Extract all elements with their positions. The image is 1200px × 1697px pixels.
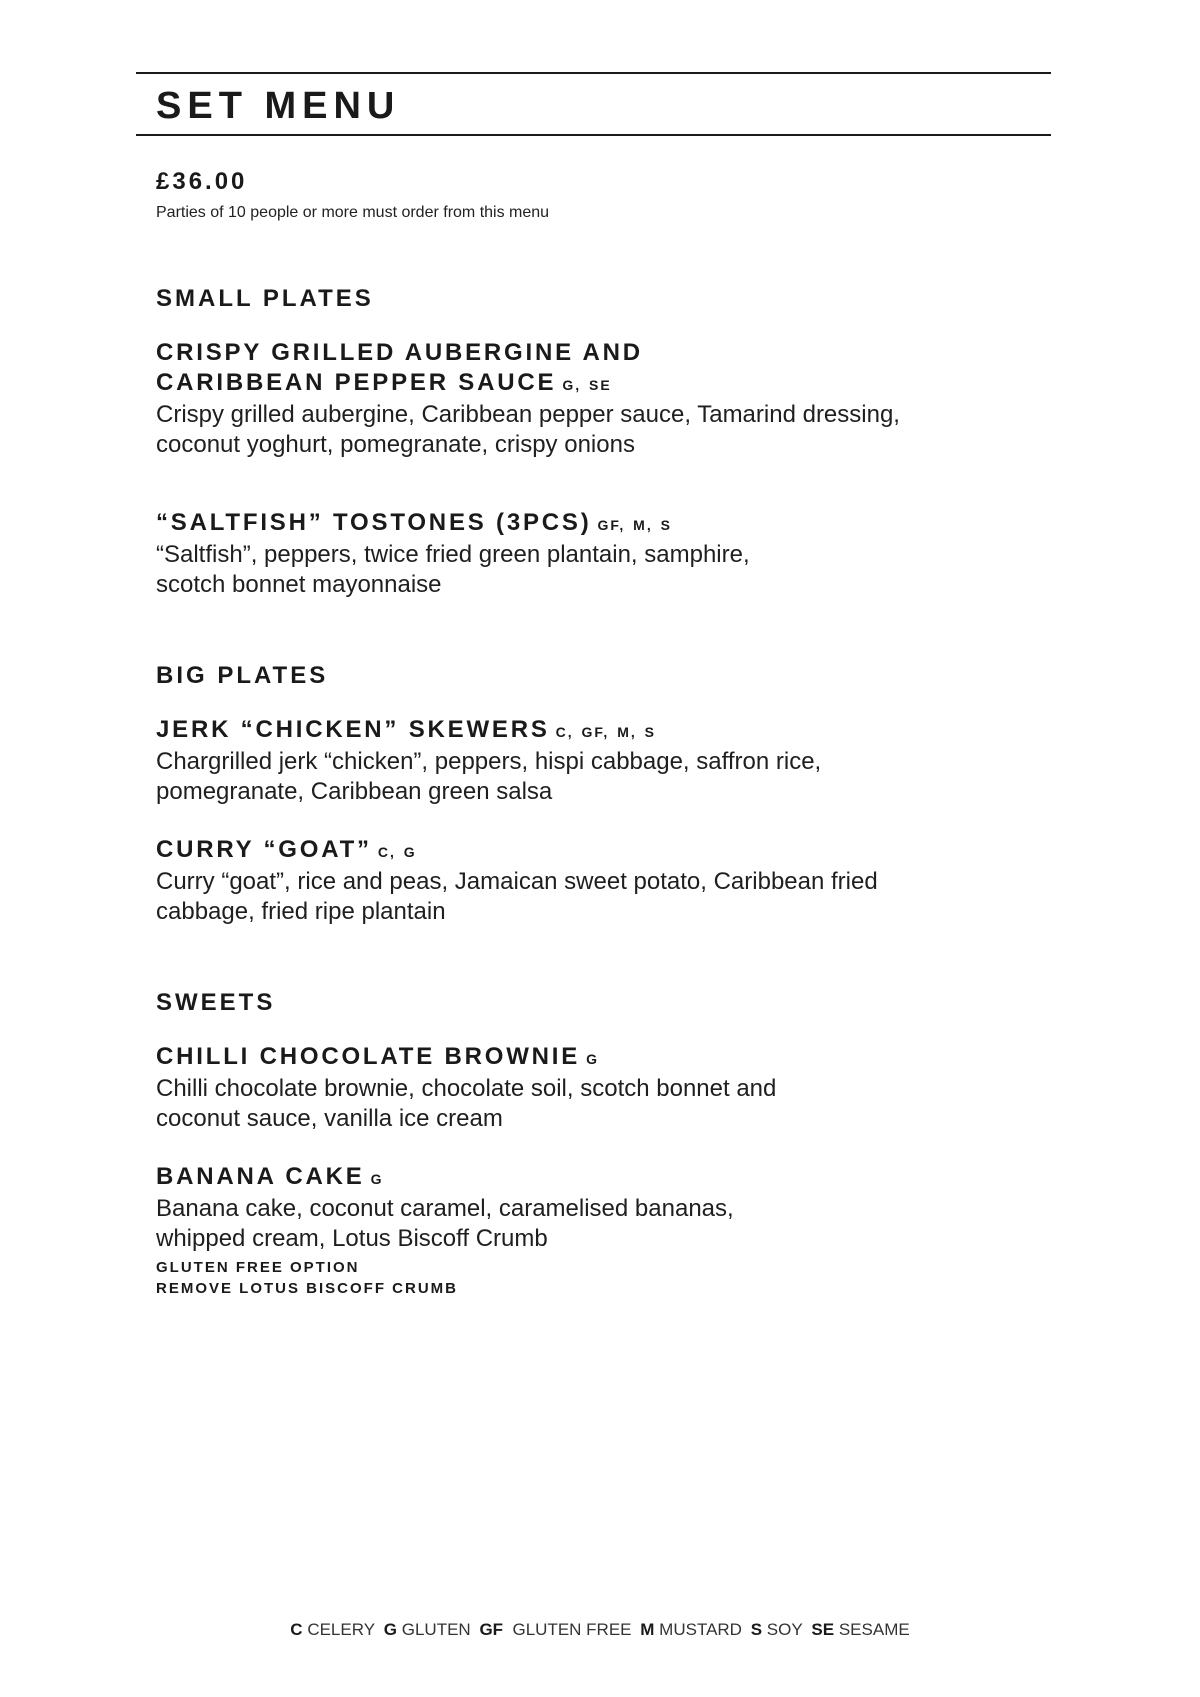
item-name-text: CHILLI CHOCOLATE BROWNIE — [156, 1043, 581, 1070]
item-allergens: G — [586, 1051, 599, 1067]
allergen-key-entry — [640, 1620, 742, 1639]
allergen-label: SESAME — [838, 1620, 910, 1639]
party-size-note: Parties of 10 people or more must order from this menu — [156, 204, 550, 221]
allergen-code: M — [640, 1620, 655, 1639]
item-name-text: “SALTFISH” TOSTONES (3PCS) — [156, 509, 592, 536]
menu-content — [156, 283, 1036, 1327]
allergen-key-entry — [811, 1620, 909, 1639]
item-description — [156, 540, 1036, 600]
item-extra-line1: GLUTEN FREE OPTION — [156, 1259, 360, 1276]
item-description — [156, 867, 1036, 927]
item-name-text: CURRY “GOAT” — [156, 836, 372, 863]
header-top-rule — [136, 72, 1051, 74]
item-gluten-free-note — [156, 1257, 1036, 1299]
item-desc-line2: whipped cream, Lotus Biscoff Crumb — [156, 1225, 548, 1252]
menu-item — [156, 1042, 1036, 1134]
item-desc-line2: scotch bonnet mayonnaise — [156, 571, 442, 598]
item-name — [156, 338, 1036, 400]
allergen-key — [0, 1620, 1200, 1640]
item-desc-line1: Banana cake, coconut caramel, caramelised bananas, — [156, 1195, 734, 1222]
menu-price: £36.00 — [156, 168, 248, 195]
item-desc-line1: Crispy grilled aubergine, Caribbean pepper sauce, Tamarind dressing, — [156, 401, 900, 428]
allergen-label: SOY — [766, 1620, 803, 1639]
item-desc-line1: Chargrilled jerk “chicken”, peppers, hispi cabbage, saffron rice, — [156, 748, 822, 775]
allergen-label: GLUTEN — [401, 1620, 471, 1639]
section-spacer — [156, 628, 1036, 660]
section-title: SWEETS — [156, 989, 276, 1016]
item-allergens: C, G — [377, 844, 417, 860]
allergen-label: MUSTARD — [659, 1620, 742, 1639]
allergen-code: GF — [479, 1620, 504, 1639]
item-description — [156, 1074, 1036, 1134]
menu-item — [156, 508, 1036, 600]
item-allergens: GF, M, S — [597, 517, 672, 533]
item-name — [156, 1042, 1036, 1074]
item-allergens: G, SE — [562, 377, 612, 393]
item-name-line1: CRISPY GRILLED AUBERGINE AND — [156, 339, 643, 366]
allergen-code: C — [290, 1620, 303, 1639]
header-bottom-rule — [136, 134, 1051, 136]
allergen-code: SE — [811, 1620, 835, 1639]
item-name-line2: CARIBBEAN PEPPER SAUCE — [156, 369, 557, 396]
allergen-key-entry — [751, 1620, 803, 1639]
item-name — [156, 715, 1036, 747]
item-desc-line1: “Saltfish”, peppers, twice fried green plantain, samphire, — [156, 541, 750, 568]
menu-item — [156, 835, 1036, 927]
allergen-key-entry — [384, 1620, 471, 1639]
item-name — [156, 508, 1036, 540]
item-desc-line2: coconut yoghurt, pomegranate, crispy onions — [156, 431, 635, 458]
item-desc-line2: pomegranate, Caribbean green salsa — [156, 778, 553, 805]
item-description — [156, 1194, 1036, 1254]
section-big-plates — [156, 660, 1036, 927]
allergen-key-entry — [290, 1620, 375, 1639]
item-desc-line2: cabbage, fried ripe plantain — [156, 898, 446, 925]
item-name — [156, 835, 1036, 867]
item-extra-line2: REMOVE LOTUS BISCOFF CRUMB — [156, 1280, 458, 1297]
menu-item — [156, 338, 1036, 460]
item-allergens: G — [370, 1171, 384, 1187]
menu-title: SET MENU — [156, 85, 401, 127]
section-title: BIG PLATES — [156, 662, 329, 689]
item-name — [156, 1162, 1036, 1194]
item-description — [156, 747, 1036, 807]
item-desc-line1: Chilli chocolate brownie, chocolate soil, scotch bonnet and — [156, 1075, 777, 1102]
section-spacer — [156, 955, 1036, 987]
item-name-text: BANANA CAKE — [156, 1163, 365, 1190]
section-sweets — [156, 987, 1036, 1299]
item-name-text: JERK “CHICKEN” SKEWERS — [156, 716, 550, 743]
section-title: SMALL PLATES — [156, 285, 374, 312]
item-description — [156, 400, 1036, 460]
menu-item — [156, 1162, 1036, 1299]
item-desc-line2: coconut sauce, vanilla ice cream — [156, 1105, 503, 1132]
menu-item — [156, 715, 1036, 807]
allergen-key-entry — [479, 1620, 631, 1639]
allergen-label: CELERY — [307, 1620, 376, 1639]
section-small-plates — [156, 283, 1036, 600]
item-desc-line1: Curry “goat”, rice and peas, Jamaican sweet potato, Caribbean fried — [156, 868, 878, 895]
allergen-code: G — [383, 1620, 397, 1639]
item-allergens: C, GF, M, S — [555, 724, 656, 740]
allergen-label: GLUTEN FREE — [512, 1620, 632, 1639]
allergen-code: S — [750, 1620, 763, 1639]
